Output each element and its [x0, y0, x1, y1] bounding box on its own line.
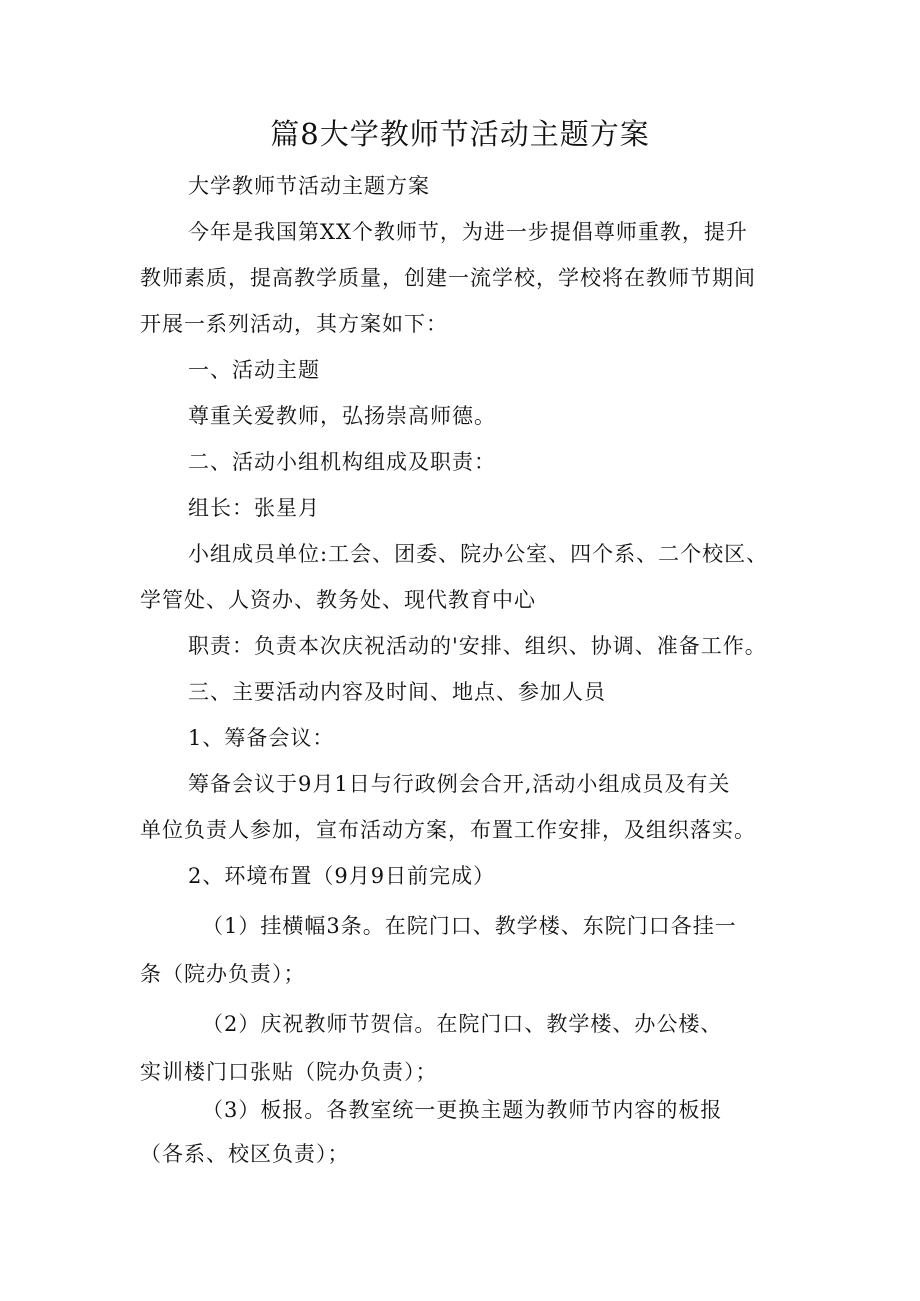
paragraph-line: 小组成员单位:工会、团委、院办公室、四个系、二个校区、 — [188, 542, 769, 566]
paragraph-line: 尊重关爱教师，弘扬崇高师德。 — [188, 404, 496, 428]
list-item-line: 实训楼门口张贴（院办负责）； — [140, 1060, 438, 1084]
list-item-line: （2）庆祝教师节贺信。在院门口、教学楼、办公楼、 — [202, 1012, 723, 1036]
paragraph-line: 职责：负责本次庆祝活动的'安排、组织、协调、准备工作。 — [188, 634, 767, 658]
section-heading: 三、主要活动内容及时间、地点、参加人员 — [188, 680, 606, 704]
paragraph-line: 学管处、人资办、教务处、现代教育中心 — [140, 588, 536, 612]
section-heading: 一、活动主题 — [188, 358, 320, 382]
section-heading: 二、活动小组机构组成及职责： — [188, 450, 496, 474]
paragraph-line: 开展一系列活动，其方案如下： — [140, 312, 448, 336]
subsection-heading: 1、筹备会议： — [188, 726, 335, 750]
subtitle-line: 大学教师节活动主题方案 — [188, 174, 430, 198]
list-item-line: （1）挂横幅3条。在院门口、教学楼、东院门口各挂一 — [202, 914, 737, 938]
paragraph-line: 今年是我国第XX个教师节，为进一步提倡尊师重教，提升 — [188, 220, 748, 244]
subsection-heading: 2、环境布置（9月9日前完成） — [188, 864, 496, 888]
list-item-line: （各系、校区负责）； — [140, 1142, 350, 1166]
paragraph-line: 筹备会议于9月1日与行政例会合开,活动小组成员及有关 — [188, 772, 731, 796]
paragraph-line: 单位负责人参加，宣布活动方案，布置工作安排，及组织落实。 — [140, 818, 756, 842]
paragraph-line: 组长：张星月 — [188, 496, 320, 520]
document-title: 篇8大学教师节活动主题方案 — [270, 117, 650, 151]
list-item-line: 条（院办负责）； — [140, 962, 306, 986]
list-item-line: （3）板报。各教室统一更换主题为教师节内容的板报 — [202, 1098, 723, 1122]
paragraph-line: 教师素质，提高教学质量，创建一流学校，学校将在教师节期间 — [140, 266, 756, 290]
